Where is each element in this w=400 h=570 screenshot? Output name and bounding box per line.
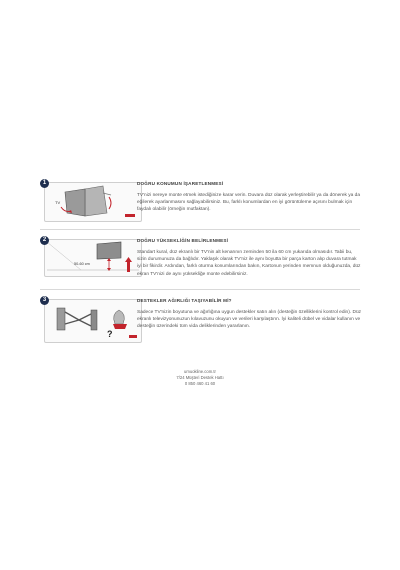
step-heading: DOĞRU YÜKSEKLİĞİN BELİRLENMESİ [137, 238, 229, 243]
height-label: 50-60 cm [74, 262, 90, 266]
divider [40, 229, 360, 230]
step-body: Standart kural, düz ekranlı bir TV'nin alt kenarının zeminden 50 ila 60 cm yukarıda olmasıdır. Tabii bu, sizin durumunuza da bağlıdır. Yaklaşık olarak TV'niz ile aynı boyutta bir parça karton alıp duvara tutmak iyi bir fikirdir. Ardından, farklı oturma konumlarından bakın, Kartonun yerinden memnun olduğunuzda, düz ekran TV'nizi de aynı yüksekliğe monte edebilirsiniz. [137, 250, 361, 277]
step-body: TV'nizi nereye monte etmek istediğinize karar verin. Duvara düz olarak yerleştirebilir ya da dönerek ya da eğilerek ayarlanmasını sağlayabilirsiniz. Bu, farklı konumlardan en iyi görüntüleme açısını bulmak için faydalı olabilir (örneğin mutfaktan). [137, 193, 361, 213]
step-heading: DESTEKLER AĞIRLIĞI TAŞIYABİLİR Mİ? [137, 298, 232, 303]
step-image-height [44, 239, 142, 277]
website-link[interactable]: umuokline.com.tr [184, 369, 216, 374]
step-body: Sadece TV'nizin boyutuna ve ağırlığına uygun destekler satın alın (desteğin özelliklerini kontrol edin). Düz ekranlı televizyonunuzun kılavuzunu okuyun ve verileri karşılaştırın. İyi kaliteli dübel ve vidalar kullanın ve desteğin üzerindeki tüm vida deliklerinden yararlanın. [137, 310, 362, 330]
step-heading: DOĞRU KONUMUN İŞARETLENMESİ [137, 181, 224, 186]
support-line-label: 7/24 Müşteri Destek Hattı [176, 375, 224, 380]
divider [40, 289, 360, 290]
step-number: 2 [40, 236, 49, 245]
tv-label: TV [55, 200, 61, 205]
step-image-bracket [44, 299, 142, 343]
step-number: 1 [40, 179, 49, 188]
question-mark-icon: ? [107, 329, 113, 339]
step-number: 3 [40, 296, 49, 305]
footer [0, 369, 400, 387]
phone-number[interactable]: 0 850 460 41 60 [184, 381, 216, 386]
